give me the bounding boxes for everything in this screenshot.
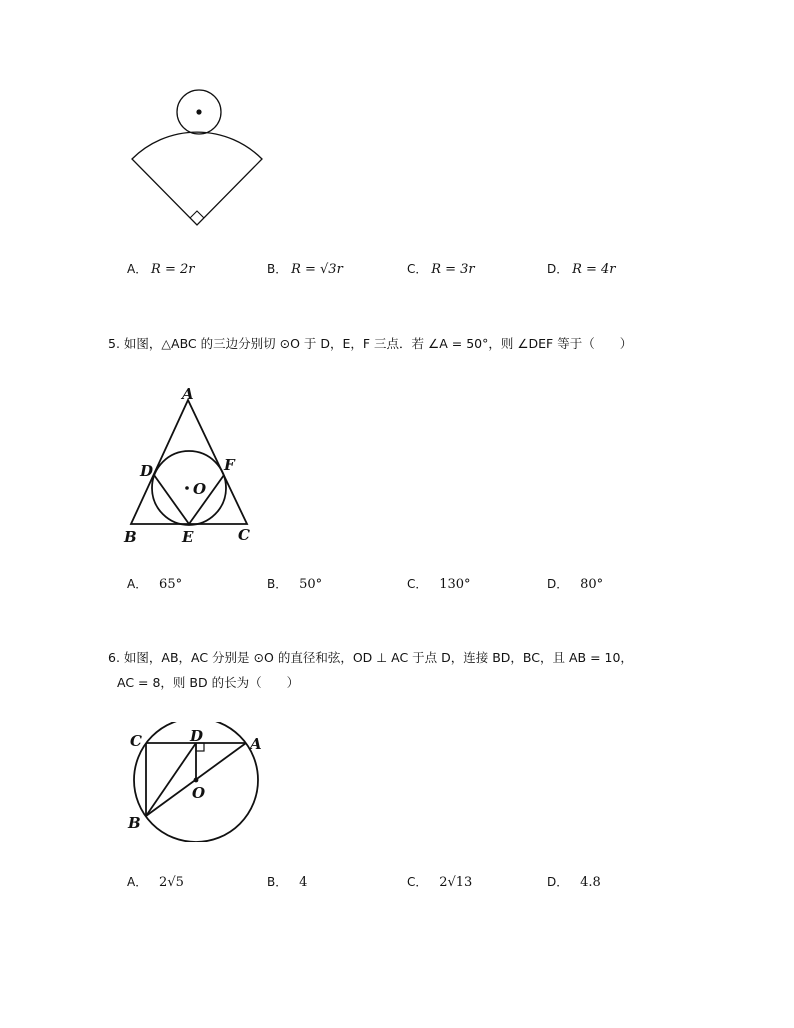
q6-stem-line2: AC = 8，则 BD 的长为（ ） bbox=[117, 675, 300, 690]
q5-option-b-value: 50° bbox=[299, 577, 323, 592]
q6-segment-bd bbox=[146, 743, 196, 816]
q4-option-c[interactable] bbox=[407, 260, 475, 277]
q6-stem-line1: 6. 如图，AB，AC 分别是 ⊙O 的直径和弦，OD ⊥ AC 于点 D，连接 BD，BC，且 AB = 10， bbox=[108, 650, 633, 665]
q6-figure bbox=[122, 722, 272, 842]
q5-label-e: E bbox=[182, 528, 194, 546]
q5-option-c-value: 130° bbox=[439, 577, 471, 592]
q5-label-d: D bbox=[140, 462, 154, 480]
q4-option-b-letter: B． bbox=[267, 262, 288, 276]
q4-option-d-letter: D． bbox=[547, 262, 569, 276]
q4-option-b-value: R = √3r bbox=[291, 262, 343, 277]
q5-center-dot bbox=[185, 486, 189, 490]
q5-label-b: B bbox=[124, 528, 137, 546]
q6-option-b-value: 4 bbox=[299, 875, 308, 890]
q6-label-b: B bbox=[128, 814, 141, 832]
q6-label-c: C bbox=[130, 732, 142, 750]
q4-center-dot bbox=[196, 109, 201, 114]
q6-option-c[interactable] bbox=[407, 873, 472, 890]
q4-option-a-letter: A． bbox=[127, 262, 148, 276]
q6-option-b[interactable] bbox=[267, 873, 307, 890]
q6-center-dot bbox=[194, 778, 199, 783]
q4-option-a[interactable] bbox=[127, 260, 194, 277]
q6-option-d-letter: D． bbox=[547, 875, 569, 889]
q5-figure bbox=[118, 382, 268, 550]
q5-option-c-letter: C． bbox=[407, 577, 428, 591]
q4-right-angle-mark bbox=[190, 211, 204, 218]
q5-option-d-letter: D． bbox=[547, 577, 569, 591]
q5-label-f: F bbox=[224, 456, 235, 474]
q5-option-d[interactable] bbox=[547, 575, 603, 592]
q4-option-c-letter: C． bbox=[407, 262, 428, 276]
q5-option-a[interactable] bbox=[127, 575, 182, 592]
q6-option-b-letter: B． bbox=[267, 875, 288, 889]
q4-option-a-value: R = 2r bbox=[151, 262, 195, 277]
q5-label-o: O bbox=[193, 480, 207, 498]
q6-option-a[interactable] bbox=[127, 873, 184, 890]
q5-option-a-value: 65° bbox=[159, 577, 183, 592]
q5-option-a-letter: A． bbox=[127, 577, 148, 591]
q5-option-d-value: 80° bbox=[580, 577, 604, 592]
q6-label-a: A bbox=[250, 735, 262, 753]
q4-option-b[interactable] bbox=[267, 260, 343, 277]
q5-label-a: A bbox=[182, 385, 194, 403]
q4-option-d[interactable] bbox=[547, 260, 616, 277]
q4-option-c-value: R = 3r bbox=[431, 262, 475, 277]
q5-stem: 5. 如图，△ABC 的三边分别切 ⊙O 于 D，E，F 三点．若 ∠A = 50°，则 ∠DEF 等于（ ） bbox=[108, 336, 633, 351]
q5-option-b-letter: B． bbox=[267, 577, 288, 591]
q6-label-d: D bbox=[190, 727, 204, 745]
q5-label-c: C bbox=[238, 526, 250, 544]
q6-option-a-letter: A． bbox=[127, 875, 148, 889]
q6-option-d[interactable] bbox=[547, 873, 601, 890]
q5-option-b[interactable] bbox=[267, 575, 322, 592]
q6-option-a-value: 2√5 bbox=[159, 875, 184, 890]
q4-figure bbox=[120, 80, 280, 240]
q5-option-c[interactable] bbox=[407, 575, 471, 592]
q6-option-c-letter: C． bbox=[407, 875, 428, 889]
q6-label-o: O bbox=[192, 784, 206, 802]
q6-option-d-value: 4.8 bbox=[580, 875, 601, 890]
q6-option-c-value: 2√13 bbox=[439, 875, 473, 890]
q4-option-d-value: R = 4r bbox=[572, 262, 616, 277]
